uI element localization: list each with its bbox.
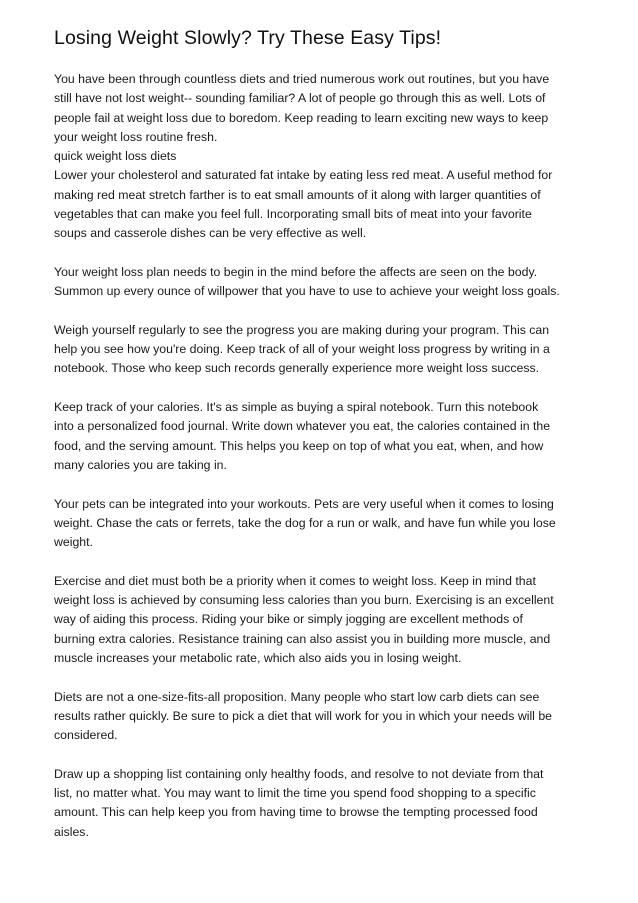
- paragraph-line: Summon up every ounce of willpower that you have to use to achieve your weight loss goals.: [54, 284, 560, 299]
- paragraph-line: muscle increases your metabolic rate, which also aids you in losing weight.: [54, 650, 462, 665]
- paragraph-list: [54, 166, 594, 841]
- paragraph-line: burning extra calories. Resistance training can also assist you in building more muscle, and: [54, 631, 551, 646]
- paragraph: [54, 263, 594, 302]
- paragraph: [54, 398, 594, 475]
- paragraph: [54, 321, 594, 379]
- paragraph-line: help you see how you're doing. Keep track of all of your weight loss progress by writing in a: [54, 342, 550, 357]
- page-title: Losing Weight Slowly? Try These Easy Tips!: [54, 27, 442, 49]
- intro-line: You have been through countless diets and tried numerous work out routines, but you have: [54, 72, 550, 86]
- paragraph-line: Your pets can be integrated into your workouts. Pets are very useful when it comes to losing: [54, 496, 554, 511]
- paragraph-line: notebook. Those who keep such records generally experience more weight loss success.: [54, 361, 540, 376]
- paragraph-line: food, and the serving amount. This helps you keep on top of what you eat, when, and how: [54, 438, 544, 453]
- paragraph: [54, 495, 594, 553]
- intro-block: [54, 70, 594, 166]
- keyword-link[interactable]: quick weight loss diets: [54, 149, 177, 164]
- paragraph-line: Weigh yourself regularly to see the progress you are making during your program. This can: [54, 322, 550, 337]
- paragraph-line: weight loss is achieved by consuming less calories than you burn. Exercising is an excellent: [54, 593, 554, 608]
- paragraph-line: list, no matter what. You may want to limit the time you spend food shopping to a specific: [54, 785, 536, 800]
- intro-line: people fail at weight loss due to boredom. Keep reading to learn exciting new ways to keep: [54, 110, 549, 125]
- intro-line: your weight loss routine fresh.: [54, 129, 218, 144]
- paragraph-line: Diets are not a one-size-fits-all proposition. Many people who start low carb diets can see: [54, 689, 540, 704]
- paragraph-line: Your weight loss plan needs to begin in the mind before the affects are seen on the body.: [54, 264, 538, 279]
- paragraph-line: weight. Chase the cats or ferrets, take the dog for a run or walk, and have fun while you lose: [54, 515, 556, 530]
- paragraph: [54, 688, 594, 746]
- document-page: [54, 26, 594, 861]
- paragraph-line: making red meat stretch farther is to eat small amounts of it along with larger quantities of: [54, 187, 541, 202]
- paragraph-line: way of aiding this process. Riding your bike or simply jogging are excellent methods of: [54, 612, 523, 627]
- paragraph-line: vegetables that can make you feel full. Incorporating small bits of meat into your favorite: [54, 207, 532, 222]
- paragraph: [54, 572, 594, 668]
- paragraph: [54, 166, 594, 243]
- paragraph-line: aisles.: [54, 824, 89, 839]
- paragraph-line: amount. This can help keep you from having time to browse the tempting processed food: [54, 805, 538, 820]
- paragraph: [54, 765, 594, 842]
- paragraph-line: soups and casserole dishes can be very effective as well.: [54, 226, 367, 241]
- paragraph-line: into a personalized food journal. Write down whatever you eat, the calories contained in the: [54, 419, 551, 434]
- paragraph-line: Keep track of your calories. It's as simple as buying a spiral notebook. Turn this notebook: [54, 400, 539, 415]
- paragraph-line: Lower your cholesterol and saturated fat intake by eating less red meat. A useful method for: [54, 168, 553, 183]
- paragraph-line: Exercise and diet must both be a priority when it comes to weight loss. Keep in mind that: [54, 573, 536, 588]
- paragraph-line: considered.: [54, 728, 118, 743]
- paragraph-line: Draw up a shopping list containing only healthy foods, and resolve to not deviate from that: [54, 766, 544, 781]
- article-body: [54, 70, 594, 842]
- paragraph-line: weight.: [54, 535, 93, 550]
- paragraph-line: many calories you are taking in.: [54, 457, 227, 472]
- intro-line: still have not lost weight-- sounding familiar? A lot of people go through this as well. Lots of: [54, 91, 546, 106]
- paragraph-line: results rather quickly. Be sure to pick a diet that will work for you in which your needs will be: [54, 708, 553, 723]
